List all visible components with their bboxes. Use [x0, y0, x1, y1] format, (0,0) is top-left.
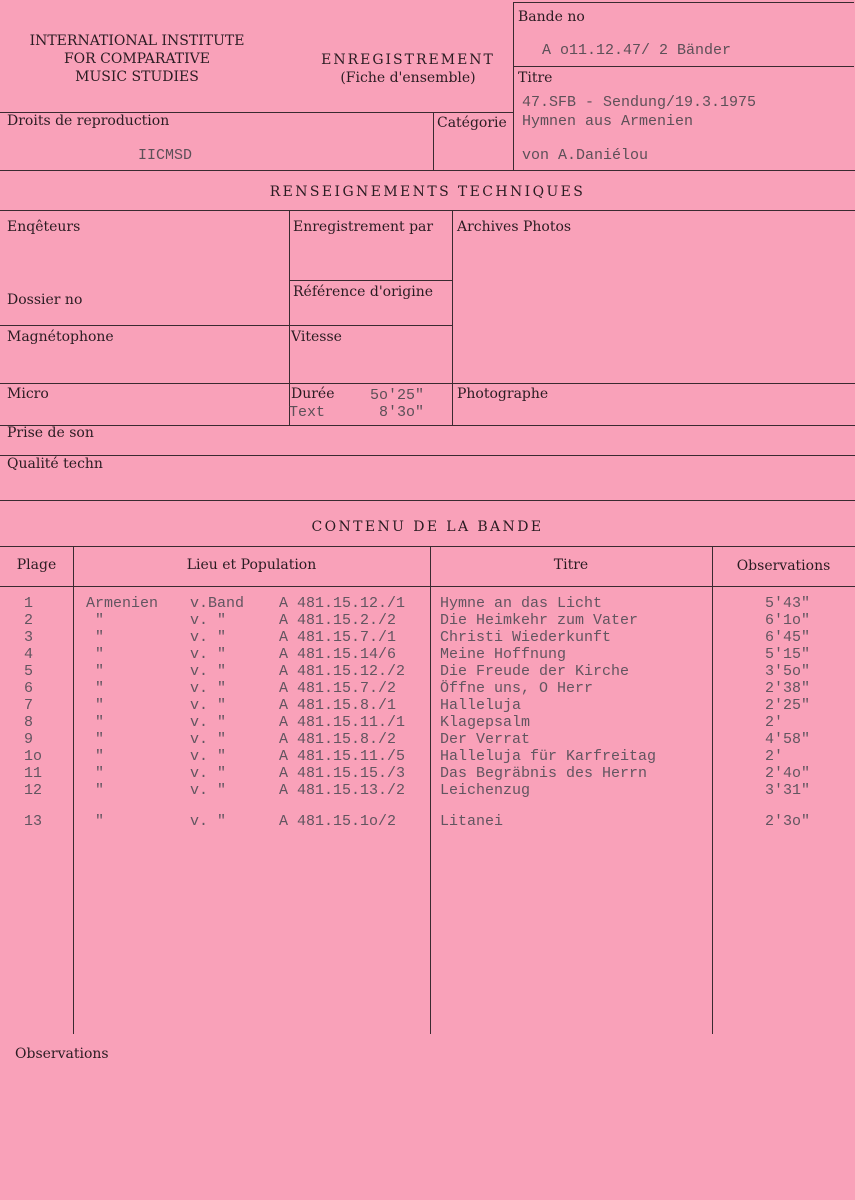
bande-value: A o11.12.47/ 2 Bänder: [542, 42, 732, 59]
photographe-label: Photographe: [457, 386, 549, 402]
band-cell: v. ": [190, 697, 227, 714]
reference-cell: A 481.15.11./5: [279, 748, 406, 765]
titre-cell: Hymne an das Licht: [440, 595, 603, 612]
rule: [0, 170, 855, 171]
titre-cell: Meine Hoffnung: [440, 646, 567, 663]
reference-label: Référence d'origine: [293, 284, 434, 300]
plage-cell: 7: [24, 697, 34, 714]
band-cell: v. ": [190, 765, 227, 782]
table-row: [0, 813, 855, 830]
band-cell: v. ": [190, 680, 227, 697]
lieu-cell: ": [95, 612, 105, 629]
observation-cell: 3'31": [765, 782, 811, 799]
contents-section-title: CONTENU DE LA BANDE: [311, 519, 544, 535]
titre-cell: Öffne uns, O Herr: [440, 680, 594, 697]
plage-cell: 1: [24, 595, 34, 612]
plage-cell: 6: [24, 680, 34, 697]
institute-name-line-1: INTERNATIONAL INSTITUTE: [29, 33, 245, 49]
duree-label: Durée: [291, 386, 335, 402]
lieu-cell: ": [95, 782, 105, 799]
reference-cell: A 481.15.7./1: [279, 629, 397, 646]
band-cell: v. ": [190, 731, 227, 748]
observation-cell: 2': [765, 748, 784, 765]
enregistrement-par-label: Enregistrement par: [293, 219, 434, 235]
titre-cell: Die Freude der Kirche: [440, 663, 630, 680]
plage-cell: 5: [24, 663, 34, 680]
bande-label: Bande no: [518, 9, 585, 25]
reference-cell: A 481.15.14/6: [279, 646, 397, 663]
rule: [289, 280, 452, 281]
observation-cell: 3'5o": [765, 663, 811, 680]
table-row: [0, 680, 855, 697]
duree-value: 5o'25": [370, 387, 425, 404]
observation-cell: 4'58": [765, 731, 811, 748]
titre-cell: Christi Wiederkunft: [440, 629, 612, 646]
rule: [0, 210, 855, 211]
band-cell: v. ": [190, 813, 227, 830]
band-cell: v. ": [190, 663, 227, 680]
micro-label: Micro: [7, 386, 49, 402]
lieu-cell: ": [95, 765, 105, 782]
droits-label: Droits de reproduction: [7, 113, 170, 129]
reference-cell: A 481.15.7./2: [279, 680, 397, 697]
titre-cell: Die Heimkehr zum Vater: [440, 612, 639, 629]
lieu-cell: ": [95, 646, 105, 663]
plage-cell: 12: [24, 782, 43, 799]
institute-name-line-3: MUSIC STUDIES: [75, 69, 199, 85]
titre-cell: Das Begräbnis des Herrn: [440, 765, 648, 782]
lieu-cell: ": [95, 714, 105, 731]
reference-cell: A 481.15.13./2: [279, 782, 406, 799]
rule: [513, 2, 854, 3]
rule: [0, 586, 855, 587]
observation-cell: 6'45": [765, 629, 811, 646]
band-cell: v. ": [190, 612, 227, 629]
observation-cell: 2'4o": [765, 765, 811, 782]
observation-cell: 5'43": [765, 595, 811, 612]
titre-cell: Halleluja für Karfreitag: [440, 748, 657, 765]
dossier-label: Dossier no: [7, 292, 83, 308]
reference-cell: A 481.15.8./1: [279, 697, 397, 714]
rule: [513, 66, 854, 67]
plage-cell: 8: [24, 714, 34, 731]
titre-cell: Litanei: [440, 813, 504, 830]
lieu-cell: ": [95, 680, 105, 697]
band-cell: v. ": [190, 629, 227, 646]
observations-label: Observations: [15, 1046, 109, 1062]
magnetophone-label: Magnétophone: [7, 329, 114, 345]
vitesse-label: Vitesse: [291, 329, 342, 345]
rule: [0, 500, 855, 501]
column-header-plage: Plage: [16, 557, 57, 573]
rule: [289, 210, 290, 425]
form-title: ENREGISTREMENT: [321, 52, 495, 68]
lieu-cell: ": [95, 748, 105, 765]
band-cell: v. ": [190, 714, 227, 731]
text-label: Text: [289, 404, 326, 421]
reference-cell: A 481.15.8./2: [279, 731, 397, 748]
prise-de-son-label: Prise de son: [7, 425, 94, 441]
observation-cell: 2'38": [765, 680, 811, 697]
institute-name-line-2: FOR COMPARATIVE: [63, 51, 211, 67]
plage-cell: 2: [24, 612, 34, 629]
plage-cell: 9: [24, 731, 34, 748]
titre-cell: Klagepsalm: [440, 714, 531, 731]
lieu-cell: ": [95, 663, 105, 680]
plage-cell: 4: [24, 646, 34, 663]
rule: [513, 2, 514, 170]
table-row: [0, 748, 855, 765]
reference-cell: A 481.15.15./3: [279, 765, 406, 782]
titre-cell: Der Verrat: [440, 731, 531, 748]
band-cell: v. ": [190, 646, 227, 663]
table-row: [0, 663, 855, 680]
observation-cell: 5'15": [765, 646, 811, 663]
rule: [433, 112, 434, 170]
titre-cell: Leichenzug: [440, 782, 531, 799]
table-row: [0, 595, 855, 612]
lieu-cell: Armenien: [86, 595, 159, 612]
titre-cell: Halleluja: [440, 697, 522, 714]
band-cell: v. ": [190, 748, 227, 765]
column-header-lieu: Lieu et Population: [186, 557, 317, 573]
reference-cell: A 481.15.1o/2: [279, 813, 397, 830]
rule: [0, 455, 855, 456]
band-cell: v.Band: [190, 595, 245, 612]
enqueteurs-label: Enqêteurs: [7, 219, 81, 235]
observation-cell: 6'1o": [765, 612, 811, 629]
archives-photos-label: Archives Photos: [457, 219, 572, 235]
lieu-cell: ": [95, 629, 105, 646]
plage-cell: 11: [24, 765, 43, 782]
titre-line-1: 47.SFB - Sendung/19.3.1975: [522, 94, 757, 111]
lieu-cell: ": [95, 813, 105, 830]
categorie-label: Catégorie: [437, 115, 507, 131]
text-value: 8'3o": [379, 404, 425, 421]
reference-cell: A 481.15.12./2: [279, 663, 406, 680]
band-cell: v. ": [190, 782, 227, 799]
table-row: [0, 765, 855, 782]
column-header-observations: Observations: [736, 558, 831, 574]
observation-cell: 2'25": [765, 697, 811, 714]
column-header-titre: Titre: [553, 557, 589, 573]
form-subtitle: (Fiche d'ensemble): [340, 70, 476, 86]
rule: [452, 210, 453, 425]
plage-cell: 1o: [24, 748, 43, 765]
table-row: [0, 731, 855, 748]
table-row: [0, 646, 855, 663]
rule: [0, 325, 452, 326]
reference-cell: A 481.15.12./1: [279, 595, 406, 612]
reference-cell: A 481.15.11./1: [279, 714, 406, 731]
table-row: [0, 612, 855, 629]
rule: [0, 546, 855, 547]
observation-cell: 2': [765, 714, 784, 731]
lieu-cell: ": [95, 731, 105, 748]
droits-value: IICMSD: [138, 147, 193, 164]
plage-cell: 13: [24, 813, 43, 830]
table-row: [0, 697, 855, 714]
plage-cell: 3: [24, 629, 34, 646]
table-row: [0, 629, 855, 646]
table-row: [0, 714, 855, 731]
titre-label: Titre: [518, 70, 553, 86]
technical-section-title: RENSEIGNEMENTS TECHNIQUES: [269, 184, 586, 200]
titre-line-3: von A.Daniélou: [522, 147, 649, 164]
lieu-cell: ": [95, 697, 105, 714]
observation-cell: 2'3o": [765, 813, 811, 830]
qualite-techn-label: Qualité techn: [7, 456, 103, 472]
rule: [0, 383, 855, 384]
reference-cell: A 481.15.2./2: [279, 612, 397, 629]
titre-line-2: Hymnen aus Armenien: [522, 113, 694, 130]
table-row: [0, 782, 855, 799]
rule: [0, 425, 855, 426]
